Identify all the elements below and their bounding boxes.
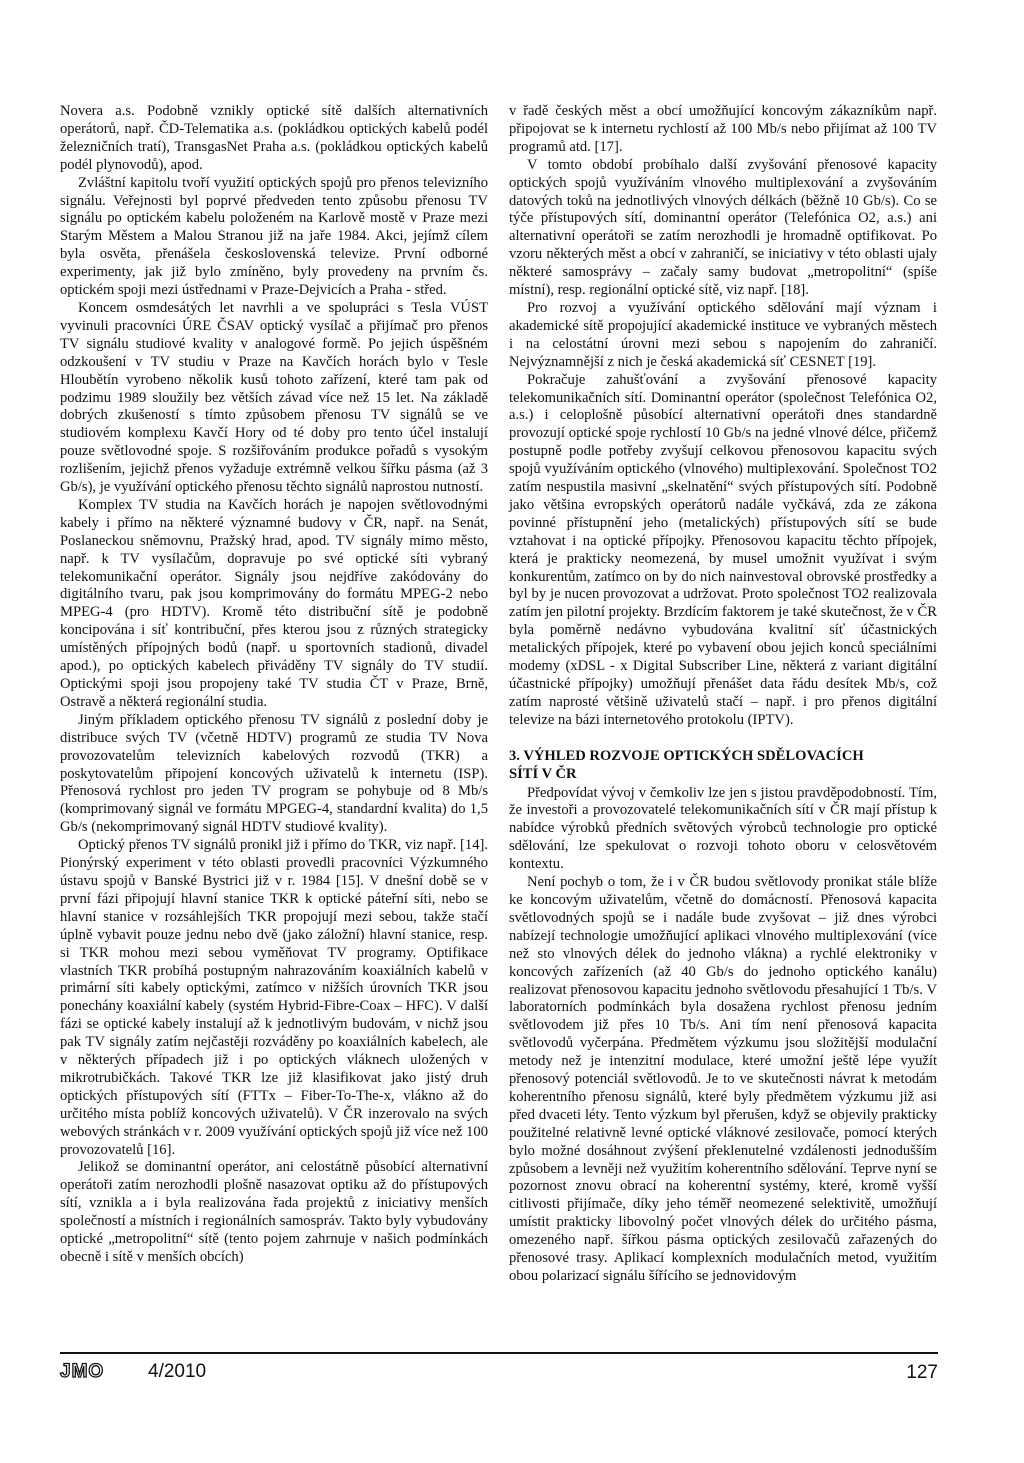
paragraph: Optický přenos TV signálů pronikl již i přímo do TKR, viz např. [14]. Pionýrský experiment v této oblasti provedli pracovníci Výzkumného ústavu spojů v Banské Bystrici již v r. 1984 [15]. V dnešní době se v první fázi připojují hlavní stanice TKR k optické páteřní síti, nebo se hlavní stanice v rozsáhlejších TKR propojují mezi sebou, takže stačí úplně vybavit pouze jednu nebo dvě (jako záložní) hlavní stanice, resp. si TKR mohou mezi sebou vyměňovat TV programy. Optifikace vlastních TKR probíhá postupným nahrazováním koaxiálních kabelů v primární síti kabely optickými, zatímco v nižších úrovních TKR jsou ponechány koaxiální kabely (systém Hybrid-Fibre-Coax – HFC). V další fázi se optické kabely instalují až k jednotlivým budovám, v nichž jsou pak TV signály zatím nejčastěji rozváděny po koaxiálních kabelech, ale v některých případech již i po optických vláknech uložených v mikrotrubičkách. Takové TKR lze již klasifikovat jako jistý druh optických přístupových sítí (FTTx – Fiber-To-The-x, vlákno až do určitého místa poblíž koncových uživatelů). V ČR inzerovalo na svých webových stránkách v r. 2009 využívání optických spojů již více než 100 provozovatelů [16]. bbox=[60, 837, 488, 1158]
paragraph: Novera a.s. Podobně vznikly optické sítě dalších alternativních operátorů, např. ČD-Telematika a.s. (pokládkou optických kabelů podél železničních tratí), TransgasNet Praha a.s. (pokládkou optických kabelů podél plynovodů), apod. bbox=[60, 103, 488, 173]
paragraph: Zvláštní kapitolu tvoří využití optických spojů pro přenos televizního signálu. Veřejnosti byl poprvé předveden tento způsobu přenosu TV signálu po optickém kabelu položeném na Karlově mostě v Praze mezi Starým Městem a Malou Stranou již na jaře 1984. Akci, jejímž cílem byla osvěta, přenášela československá televize. První odborné experimenty, jak již bylo zmíněno, byly provedeny na prvním čs. optickém spoji mezi ústřednami v Praze-Dejvicích a Praha - střed. bbox=[60, 174, 488, 299]
section-heading bbox=[509, 748, 937, 784]
right-column bbox=[509, 103, 937, 1286]
paragraph: V tomto období probíhalo další zvyšování přenosové kapacity optických spojů využíváním vlnového multiplexování a zvyšováním datových toků na jednotlivých vlnových délkách (běžně 10 Gb/s). Co se týče přístupových sítí, dominantní operátor (Telefónica O2, a.s.) ani alternativní operátoři se zatím nerozhodli je hromadně optifikovat. Po vzoru některých měst a obcí v zahraničí, se iniciativy v této oblasti ujaly některé samosprávy – začaly samy budovat „metropolitní“ (spíše místní), resp. regionální optické sítě, viz např. [18]. bbox=[509, 156, 937, 299]
page-number: 127 bbox=[906, 1362, 938, 1383]
paragraph: Komplex TV studia na Kavčích horách je napojen světlovodnými kabely i přímo na některé významné budovy v ČR, např. na Senát, Poslaneckou sněmovnu, Pražský hrad, apod. TV signály mimo město, např. k TV vysílačům, dopravuje po své optické síti vybraný telekomunikační operátor. Signály jsou nejdříve zakódovány do digitálního tvaru, pak jsou komprimovány do formátu MPEG-2 nebo MPEG-4 (pro HDTV). Kromě této distribuční sítě je podobně koncipována i síť kontribuční, přes kterou jsou z různých strategicky umístěných přípojných bodů (např. u sportovních stadionů, divadel apod.), po optických kabelech přiváděny TV signály do TV studií. Optickými spoji jsou propojeny také TV studia ČT v Praze, Brně, Ostravě a některá regionální studia. bbox=[60, 496, 488, 710]
paragraph: Není pochyb o tom, že i v ČR budou světlovody pronikat stále blíže ke koncovým uživatelům, včetně do domácností. Přenosová kapacita světlovodných spojů se i nadále bude zvyšovat – již dnes výrobci nabízejí technologie umožňující aplikaci vlnového multiplexování (více než sto vlnových délek do jednoho vlákna) a rychlé elektroniky v koncových zařízeních (až 40 Gb/s do jednoho optického kanálu) realizovat přenosovou kapacitu jednoho světlovodu přesahující 1 Tb/s. V laboratorních podmínkách byla dosažena rychlost přenosu jedním světlovodem již přes 10 Tb/s. Ani tím není přenosová kapacita světlovodů vyčerpána. Předmětem výzkumu jsou složitější modulační metody než je intenzitní modulace, které umožní ještě lépe využít přenosový potenciál světlovodů. Je to ve skutečnosti návrat k metodám koherentního přenosu signálů, které byly předmětem výzkumu již asi před dvaceti léty. Tento výzkum byl přerušen, když se objevily prakticky použitelné relativně levné optické vláknové zesilovače, pomocí kterých bylo možné dosáhnout zvýšení překlenutelné vzdálenosti jednodušším způsobem a levněji než využitím koherentního sdělování. Teprve nyní se pozornost znovu obrací na koherentní systémy, které, kromě vyšší citlivosti přijímače, díky jeho téměř neomezené selektivitě, umožňují umístit prakticky libovolný počet vlnových délek do určitého pásma, omezeného např. šířkou pásma optických zesilovačů zařazených do přenosové trasy. Aplikací komplexních modulačních metod, využitím obou polarizací signálu šířícího se jednovidovým bbox=[509, 874, 937, 1284]
paragraph: Jiným příkladem optického přenosu TV signálů z poslední doby je distribuce svých TV (včetně HDTV) programů ze studia TV Nova provozovatelům televizních kabelových rozvodů (TKR) a poskytovatelům připojení koncových uživatelů k internetu (ISP). Přenosová rychlost pro jeden TV program se pohybuje od 8 Mb/s (komprimovaný signál ve formátu MPGEG-4, standardní kvalita) do 1,5 Gb/s (nekomprimovaný signál HDTV studiové kvality). bbox=[60, 711, 488, 836]
paragraph: v řadě českých měst a obcí umožňující koncovým zákazníkům např. připojovat se k internetu rychlostí až 100 Mb/s nebo přijímat až 100 TV programů atd. [17]. bbox=[509, 103, 937, 155]
issue-number: 4/2010 bbox=[148, 1361, 207, 1382]
footer-rule bbox=[60, 1352, 938, 1354]
paragraph: Koncem osmdesátých let navrhli a ve spolupráci s Tesla VÚST vyvinuli pracovníci ÚRE ČSAV optický vysílač a přijímač pro přenos TV signálu studiové kvality v analogové formě. Po jejich úspěšném odzkoušení v TV studiu v Praze na Kavčích horách bylo v Tesle Hloubětín vyrobeno několik kusů tohoto zařízení, které tam pak od podzimu 1989 sloužily bez větších závad více než 15 let. Na základě dobrých zkušeností s tímto způsobem přenosu TV signálů se ve studiovém komplexu Kavčí Hory od té doby pro tento účel instalují pouze světlovodné spoje. S rozšiřováním produkce pořadů s vysokým rozlišením, jejichž přenos vyžaduje extrémně velkou šířku pásma (až 3 Gb/s), je využívání optického přenosu těchto signálů naprostou nutností. bbox=[60, 299, 488, 496]
paragraph: Pokračuje zahušťování a zvyšování přenosové kapacity telekomunikačních sítí. Dominantní operátor (společnost Telefónica O2, a.s.) i celoplošně působící alternativní operátoři dnes standardně provozují optické spoje rychlostí 10 Gb/s na jedné vlnové délce, přičemž postupně podle potřeby zvyšují celkovou přenosovou kapacitu svých spojů využíváním optického (vlnového) multiplexování. Společnost TO2 zatím nespustila masivní „skelnatění“ svých přístupových sítí. Podobně jako většina evropských operátorů nadále vyčkává, zda ze zákona povinné přístupnění jeho (metalických) přístupových sítí se bude vztahovat i na optické přípojky. Přenosovou kapacitu těchto přípojek, která je prakticky neomezená, by musel umožnit využívat i svým konkurentům, zatímco on by do nich nainvestoval obrovské prostředky a byl by je nucen provozovat a udržovat. Proto společnost TO2 realizovala zatím jen pilotní projekty. Brzdícím faktorem je také skutečnost, že v ČR byla poměrně nedávno vybudována kvalitní síť účastnických metalických přípojek, které po vybavení obou jejich konců speciálními modemy (xDSL - x Digital Subscriber Line, některá z variant digitální účastnické přípojky) umožňují přenášet data řádu desítek Mb/s, což zatím naprosté většině uživatelů stačí – např. i pro přenos digitální televize na bázi internetového protokolu (IPTV). bbox=[509, 371, 937, 728]
left-column bbox=[60, 103, 488, 1267]
section-heading-line2: SÍTÍ V ČR bbox=[509, 765, 577, 782]
paragraph: Předpovídat vývoj v čemkoliv lze jen s jistou pravděpodobností. Tím, že investoři a provozovatelé telekomunikačních sítí v ČR mají přístup k nabídce výrobků předních světových výrobců technologie pro optické sdělování, lze spekulovat o rozvoji tohoto oboru v celosvětovém kontextu. bbox=[509, 784, 937, 873]
paragraph: Pro rozvoj a využívání optického sdělování mají význam i akademické sítě propojující akademické instituce ve vybraných městech i na celostátní úrovni mezi sebou s napojením do zahraničí. Nejvýznamnější z nich je česká akademická síť CESNET [19]. bbox=[509, 299, 937, 370]
paragraph: Jelikož se dominantní operátor, ani celostátně působící alternativní operátoři zatím nerozhodli plošně nasazovat optiku až do přístupových sítí, vznikla a i byla realizována řada projektů z iniciativy menších společností a místních i regionálních samospráv. Takto byly vybudovány optické „metropolitní“ sítě (tento pojem zahrnuje v našich podmínkách obecně i sítě v menších obcích) bbox=[60, 1159, 488, 1265]
section-heading-line1: 3. VÝHLED ROZVOJE OPTICKÝCH SDĚLOVACÍCH bbox=[509, 747, 864, 764]
journal-logo: JMO bbox=[60, 1361, 105, 1382]
